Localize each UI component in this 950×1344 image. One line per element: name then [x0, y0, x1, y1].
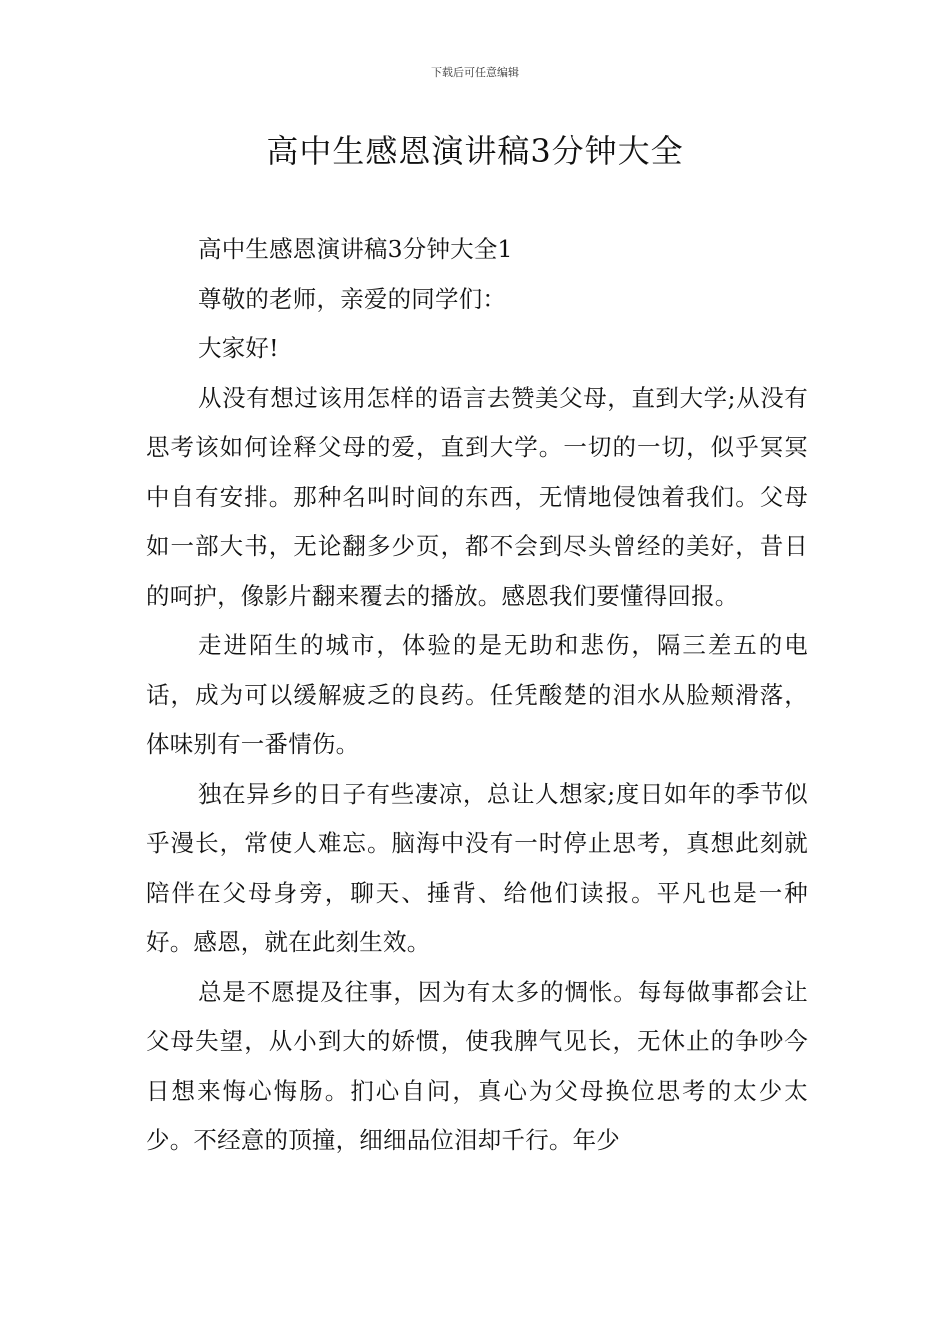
- section-heading: 高中生感恩演讲稿3分钟大全1: [198, 235, 513, 263]
- salutation: 尊敬的老师，亲爱的同学们：: [198, 284, 507, 313]
- document-title: 高中生感恩演讲稿3分钟大全: [266, 132, 684, 170]
- body-paragraph: 总是不愿提及往事，因为有太多的惆怅。每每做事都会让父母失望，从小到大的娇惯，使我脾气见长，无休止的争吵今日想来悔心悔肠。扪心自问，真心为父母换位思考的太少太少。不经意的顶撞，细细品位泪却千行。年少: [146, 977, 808, 1154]
- header-note: 下载后可任意编辑: [431, 66, 519, 79]
- body-paragraph: 走进陌生的城市，体验的是无助和悲伤，隔三差五的电话，成为可以缓解疲乏的良药。任凭酸楚的泪水从脸颊滑落，体味别有一番情伤。: [146, 631, 808, 758]
- document-body: [146, 225, 808, 1166]
- body-paragraph: 独在异乡的日子有些凄凉，总让人想家;度日如年的季节似乎漫长，常使人难忘。脑海中没有一时停止思考，真想此刻就陪伴在父母身旁，聊天、捶背、给他们读报。平凡也是一种好。感恩，就在此刻生效。: [146, 779, 808, 956]
- body-paragraph: 从没有想过该用怎样的语言去赞美父母，直到大学;从没有思考该如何诠释父母的爱，直到大学。一切的一切，似乎冥冥中自有安排。那种名叫时间的东西，无情地侵蚀着我们。父母如一部大书，无论翻多少页，都不会到尽头曾经的美好，昔日的呵护，像影片翻来覆去的播放。感恩我们要懂得回报。: [146, 383, 808, 610]
- greeting: 大家好!: [198, 334, 279, 362]
